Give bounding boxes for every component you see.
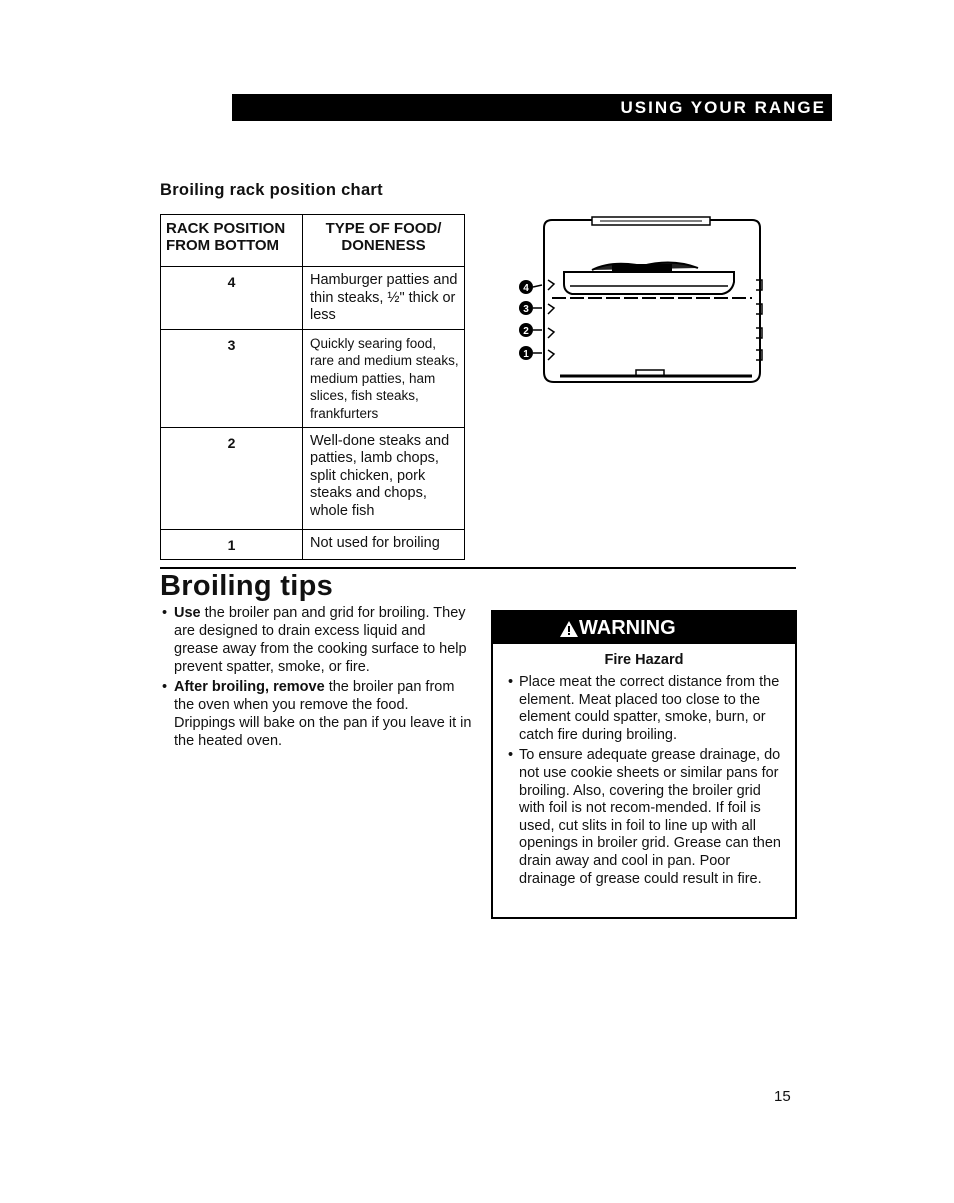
rack-position-marker-3	[519, 301, 542, 315]
warning-text: To ensure adequate grease drainage, do not use cookie sheets or similar pans for broiling. Also, covering the broiler grid with foil is not recom-mended. If foil is used, cut slits in foil to line up with all openings in broiler grid. Grease can then drain away and cool in pan. Poor drainage of grease could result in fire.	[519, 747, 781, 887]
rack-label-4: 4	[523, 283, 529, 294]
food-doneness-cell: Quickly searing food, rare and medium steaks, medium patties, ham slices, fish steaks, frankfurters	[303, 329, 465, 427]
warning-text: Place meat the correct distance from the element. Meat placed too close to the element could spatter, smoke, burn, or catch fire during broiling.	[519, 674, 780, 743]
section-divider	[160, 567, 796, 569]
rack-position-cell: 1	[161, 529, 303, 559]
page-number: 15	[774, 1088, 791, 1105]
bullet: •	[162, 605, 168, 621]
tip-lead: Use	[174, 605, 201, 621]
hazard-label: Fire Hazard	[604, 652, 684, 668]
list-item	[162, 604, 472, 676]
table-row	[161, 529, 465, 559]
rack-label-1: 1	[523, 349, 529, 360]
table-row	[161, 329, 465, 427]
column-header-rack-position: RACK POSITION FROM BOTTOM	[161, 215, 303, 267]
food-doneness-cell: Not used for broiling	[303, 529, 465, 559]
rack-position-cell: 2	[161, 427, 303, 529]
table-header-row	[161, 215, 465, 267]
oven-cavity-outline	[544, 220, 760, 382]
bullet: •	[508, 674, 514, 690]
bullet: •	[162, 679, 168, 695]
table-row	[161, 427, 465, 529]
tip-lead: After broiling, remove	[174, 679, 325, 695]
broiler-pan	[564, 262, 734, 294]
rack-position-cell: 4	[161, 267, 303, 330]
list-item	[508, 674, 781, 744]
rack-position-marker-1	[519, 346, 542, 360]
section-title: USING YOUR RANGE	[620, 98, 826, 117]
rack-position-marker-4	[519, 280, 542, 294]
rack-position-marker-2	[519, 323, 542, 337]
oven-rack-diagram	[512, 212, 768, 390]
rack-chart-heading: Broiling rack position chart	[160, 181, 383, 199]
table-row	[161, 267, 465, 330]
food-doneness-cell: Hamburger patties and thin steaks, ½" thick or less	[303, 267, 465, 330]
bullet: •	[508, 747, 514, 764]
rack-position-cell: 3	[161, 329, 303, 427]
food-doneness-cell: Well-done steaks and patties, lamb chops, split chicken, pork steaks and chops, whole fish	[303, 427, 465, 529]
rack-label-3: 3	[523, 304, 529, 315]
warning-box	[491, 610, 797, 919]
broiling-tips-list	[162, 604, 472, 752]
rack-label-2: 2	[523, 326, 529, 337]
warning-bar	[493, 612, 795, 644]
column-header-food-doneness: TYPE OF FOOD/ DONENESS	[303, 215, 465, 267]
list-item	[508, 747, 781, 888]
broiling-tips-heading: Broiling tips	[160, 570, 334, 602]
tip-text: the broiler pan from the oven when you remove the food. Drippings will bake on the pan if you leave it in the heated oven.	[174, 679, 472, 749]
header-bar	[232, 94, 832, 121]
list-item	[162, 678, 472, 750]
warning-title: WARNING	[579, 617, 676, 639]
warning-triangle-icon	[559, 620, 579, 638]
tip-text: the broiler pan and grid for broiling. They are designed to drain excess liquid and grease away from the cooking surface to help prevent spatter, smoke, or fire.	[174, 605, 467, 675]
warning-list	[493, 674, 795, 888]
rack-position-table	[160, 214, 465, 560]
